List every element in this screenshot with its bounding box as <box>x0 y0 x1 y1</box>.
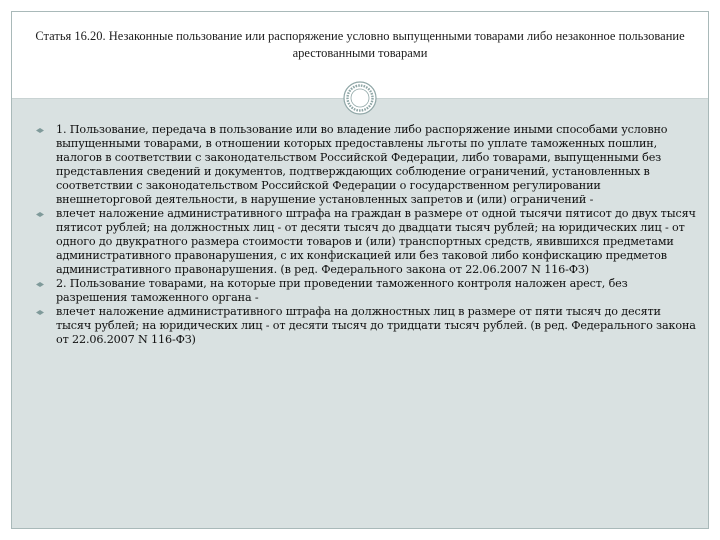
list-item <box>36 305 696 347</box>
list-item <box>36 207 696 277</box>
diamond-bullet-icon <box>36 282 44 287</box>
list-item-text: 1. Пользование, передача в пользование или во владение либо распоряжение иными способами условно выпущенными товарами, в отношении которых предоставлены льготы по уплате таможенных пошлин, налогов в соответствии с законодательством Российской Федерации, либо товарами, выпущенными без представления сведений и документов, подтверждающих соблюдение ограничений, установленных в соответствии с законодательством Российской Федерации о государственном регулировании внешнеторговой деятельности, в нарушение установленных запретов и (или) ограничений - <box>56 123 668 206</box>
diamond-bullet-icon <box>36 212 44 217</box>
diamond-bullet-icon <box>36 128 44 133</box>
circle-ornament-icon <box>343 81 377 115</box>
diamond-bullet-icon <box>36 310 44 315</box>
list-item <box>36 277 696 305</box>
content-list <box>36 123 696 347</box>
list-item-text: 2. Пользование товарами, на которые при проведении таможенного контроля наложен арест, без разрешения таможенного органа - <box>56 277 628 304</box>
list-item <box>36 123 696 207</box>
list-item-text: влечет наложение административного штрафа на должностных лиц в размере от пяти тысяч до десяти тысяч рублей; на юридических лиц - от десяти тысяч до тридцати тысяч рублей. (в ред. Федерального закона от 22.06.2007 N 116-ФЗ) <box>56 305 696 346</box>
slide-title: Статья 16.20. Незаконные пользование или распоряжение условно выпущенными товарами либо незаконное пользование арестованными товарами <box>35 29 685 60</box>
slide <box>11 11 709 529</box>
list-item-text: влечет наложение административного штрафа на граждан в размере от одной тысячи пятисот до двух тысяч пятисот рублей; на должностных лиц - от десяти тысяч до двадцати тысяч рублей; на юридических лиц - от одного до двукратного размера стоимости товаров и (или) транспортных средств, явившихся предметами административного правонарушения, с их конфискацией или без таковой либо конфискацию предметов административного правонарушения. (в ред. Федерального закона от 22.06.2007 N 116-ФЗ) <box>56 207 696 276</box>
